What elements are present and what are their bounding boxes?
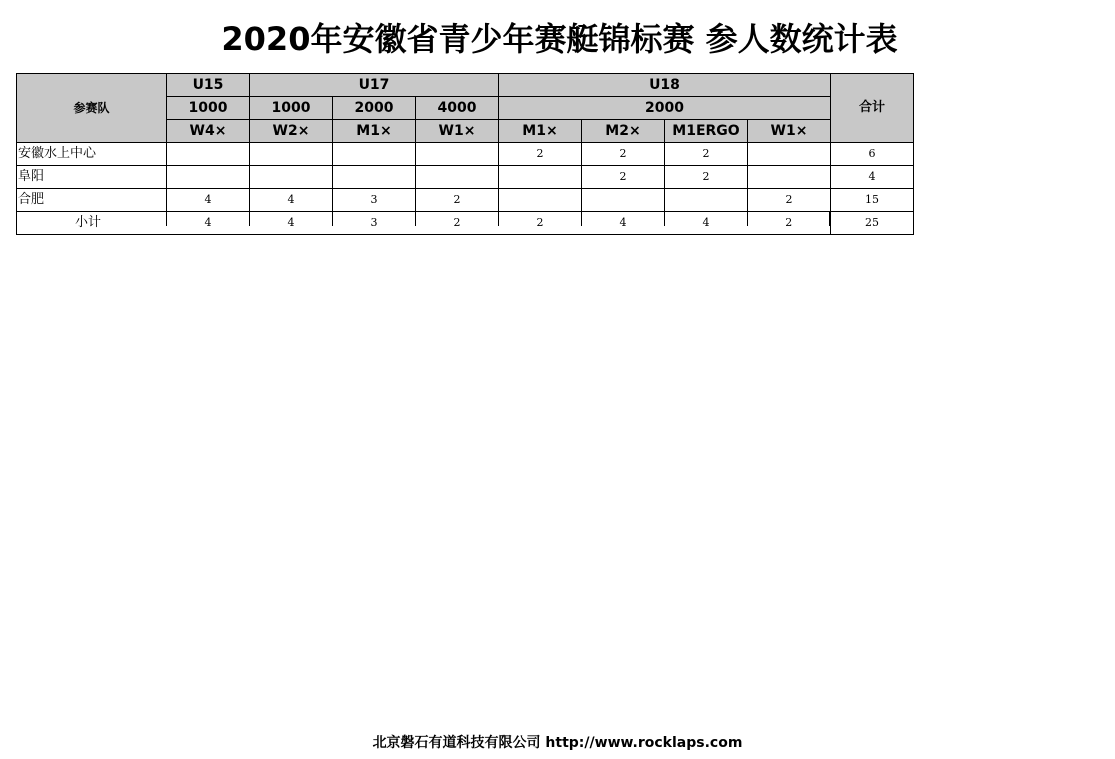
- count-cell: [748, 166, 831, 189]
- team-name-cell: 安徽水上中心: [17, 143, 167, 166]
- count-cell: [250, 166, 333, 189]
- event-header: W4×: [167, 120, 250, 143]
- distance-header: 2000: [333, 97, 416, 120]
- table-row: [17, 189, 914, 212]
- team-column-header: 参赛队: [17, 74, 167, 143]
- event-header: W2×: [250, 120, 333, 143]
- distance-header: 4000: [416, 97, 499, 120]
- table-row: [17, 143, 914, 166]
- count-cell: [167, 166, 250, 189]
- event-header: W1×: [748, 120, 831, 143]
- count-cell: [665, 189, 748, 212]
- subtotal-row: [17, 212, 914, 235]
- subtotal-cell: 2: [748, 212, 831, 235]
- event-header: M2×: [582, 120, 665, 143]
- count-cell: 4: [250, 189, 333, 212]
- subtotal-cell: 4: [665, 212, 748, 235]
- count-cell: [333, 166, 416, 189]
- distance-header: 2000: [499, 97, 831, 120]
- count-cell: [748, 143, 831, 166]
- count-cell: 4: [167, 189, 250, 212]
- count-cell: [499, 189, 582, 212]
- table-header: [17, 74, 914, 143]
- count-cell: 2: [748, 189, 831, 212]
- row-total-cell: 6: [831, 143, 914, 166]
- group-header-u17: U17: [250, 74, 499, 97]
- count-cell: [416, 166, 499, 189]
- team-name-cell: 阜阳: [17, 166, 167, 189]
- subtotal-label: 小计: [17, 212, 167, 235]
- row-total-cell: 15: [831, 189, 914, 212]
- table-body: [17, 143, 914, 235]
- event-header: M1×: [333, 120, 416, 143]
- count-cell: 2: [582, 166, 665, 189]
- subtotal-cell: 2: [416, 212, 499, 235]
- row-total-cell: 4: [831, 166, 914, 189]
- page-title-text: 2020年安徽省青少年赛艇锦标赛 参人数统计表: [221, 20, 898, 58]
- count-cell: [582, 189, 665, 212]
- event-header: M1×: [499, 120, 582, 143]
- subtotal-cell: 4: [250, 212, 333, 235]
- participant-count-table: [16, 73, 914, 235]
- distance-header: 1000: [167, 97, 250, 120]
- event-header: W1×: [416, 120, 499, 143]
- group-header-u15: U15: [167, 74, 250, 97]
- page-title: [0, 14, 1115, 60]
- table-row: [17, 166, 914, 189]
- subtotal-cell: 4: [582, 212, 665, 235]
- total-column-header: 合计: [831, 74, 914, 143]
- count-cell: 2: [499, 143, 582, 166]
- count-cell: [250, 143, 333, 166]
- count-cell: 2: [665, 143, 748, 166]
- group-header-u18: U18: [499, 74, 831, 97]
- count-cell: [416, 143, 499, 166]
- team-name-cell: 合肥: [17, 189, 167, 212]
- count-cell: 2: [582, 143, 665, 166]
- count-cell: [499, 166, 582, 189]
- subtotal-cell: 4: [167, 212, 250, 235]
- footer-credit: 北京磐石有道科技有限公司 http://www.rocklaps.com: [372, 735, 743, 751]
- count-cell: 2: [665, 166, 748, 189]
- event-header: M1ERGO: [665, 120, 748, 143]
- grand-total-cell: 25: [831, 212, 914, 235]
- count-cell: 3: [333, 189, 416, 212]
- header-row-groups: [17, 74, 914, 97]
- subtotal-cell: 3: [333, 212, 416, 235]
- count-cell: [333, 143, 416, 166]
- count-cell: [167, 143, 250, 166]
- distance-header: 1000: [250, 97, 333, 120]
- subtotal-cell: 2: [499, 212, 582, 235]
- count-cell: 2: [416, 189, 499, 212]
